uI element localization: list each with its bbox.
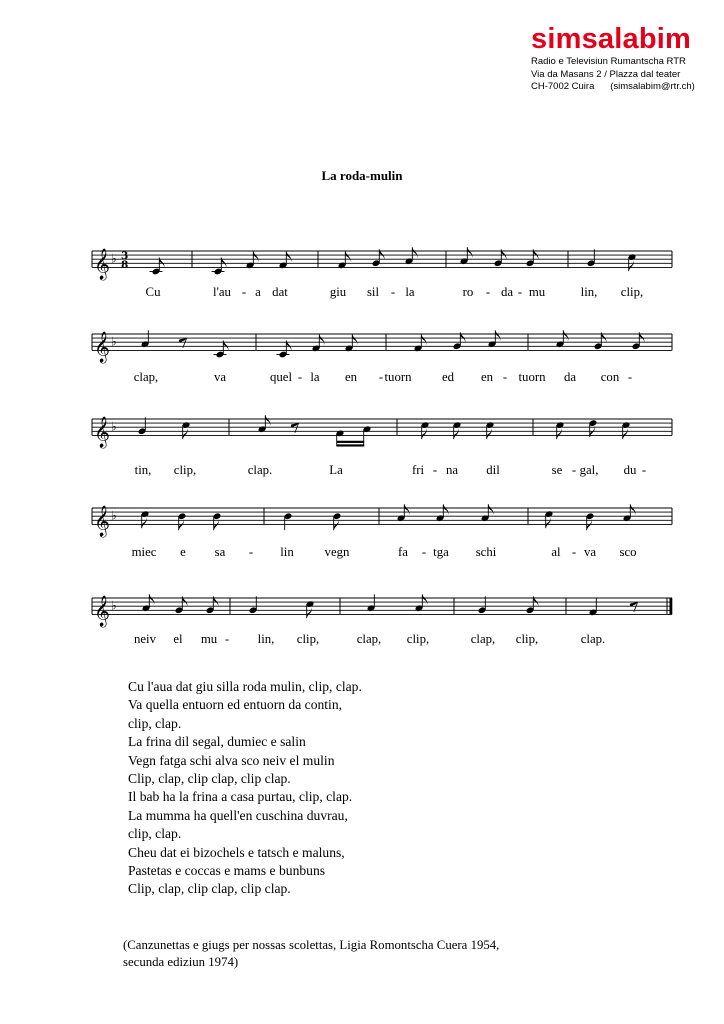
lyrics-line: Pastetas e coccas e mams e bunbuns <box>128 863 326 879</box>
lyric-syllable: a <box>255 285 261 299</box>
staff-system <box>92 594 672 646</box>
note <box>214 341 229 359</box>
note-flag <box>623 428 628 439</box>
note <box>246 251 259 269</box>
note <box>178 512 187 530</box>
flat-sign: ♭ <box>111 508 117 523</box>
note <box>453 332 466 350</box>
lyric-syllable: - <box>378 370 384 384</box>
note <box>284 512 293 530</box>
lyric-syllable: - <box>571 463 577 477</box>
note-flag <box>630 504 635 515</box>
note <box>453 421 462 439</box>
lyric-syllable: - <box>390 285 396 299</box>
address-line-2: Via da Masans 2 / Plazza dal teater <box>531 68 681 80</box>
note <box>372 249 385 267</box>
note <box>333 512 342 530</box>
lyric-syllable: ed <box>441 370 455 384</box>
note-flag <box>149 594 154 605</box>
lyric-syllable: clip, <box>173 463 197 477</box>
lyric-syllable: quel <box>269 370 293 384</box>
lyric-syllable: se <box>551 463 563 477</box>
note-beam <box>337 444 365 446</box>
lyric-syllable: dil <box>486 463 500 477</box>
note <box>182 421 191 439</box>
lyric-syllable: - <box>297 370 303 384</box>
lyric-syllable: - <box>641 463 647 477</box>
lyric-syllable: clip, <box>515 632 539 646</box>
note-flag <box>546 517 551 528</box>
flat-sign: ♭ <box>111 251 117 266</box>
lyric-syllable: - <box>224 632 230 646</box>
treble-clef-icon: 𝄞 <box>94 416 110 448</box>
note-flag <box>421 334 426 345</box>
lyric-syllable: mu <box>200 632 218 646</box>
note <box>526 249 539 267</box>
lyric-syllable: da <box>563 370 577 384</box>
note <box>142 594 155 612</box>
lyric-syllable: lin, <box>580 285 598 299</box>
note <box>345 334 358 352</box>
note-flag <box>563 330 568 341</box>
note-flag <box>307 607 312 618</box>
song-title: La roda-mulin <box>321 168 403 183</box>
treble-clef-icon: 𝄞 <box>94 505 110 537</box>
lyric-syllable: va <box>213 370 227 384</box>
flat-sign: ♭ <box>111 598 117 613</box>
lyric-syllable: clap, <box>470 632 496 646</box>
note <box>622 421 631 439</box>
note-flag <box>319 334 324 345</box>
lyric-syllable: sco <box>619 545 637 559</box>
note <box>138 417 147 435</box>
note <box>405 247 418 265</box>
lyric-syllable: neiv <box>133 632 157 646</box>
note <box>623 504 636 522</box>
note <box>277 341 292 359</box>
lyric-syllable: - <box>502 370 508 384</box>
lyric-syllable: con <box>600 370 620 384</box>
note <box>478 596 487 614</box>
note-flag <box>443 504 448 515</box>
note-flag <box>557 428 562 439</box>
note <box>460 247 473 265</box>
source-citation <box>123 937 499 971</box>
lyrics-verses <box>128 678 362 899</box>
lyric-syllable: clap, <box>133 370 159 384</box>
lyric-syllable: - <box>421 545 427 559</box>
lyrics-line: Vegn fatga schi alva sco neiv el mulin <box>128 752 335 768</box>
lyric-syllable: lin, <box>257 632 275 646</box>
note-flag <box>629 260 634 271</box>
lyric-syllable: e <box>180 545 186 559</box>
lyric-syllable: La <box>329 463 343 477</box>
treble-clef-icon: 𝄞 <box>94 248 110 280</box>
lyric-syllable: en <box>480 370 494 384</box>
final-barline <box>670 598 673 614</box>
lyrics-line: Il bab ha la frina a casa purtau, clip, clap. <box>128 789 353 805</box>
lyric-syllable: na <box>445 463 459 477</box>
lyric-syllable: dat <box>272 285 288 299</box>
note <box>212 258 227 276</box>
note-beam <box>337 441 365 443</box>
note <box>556 330 569 348</box>
lyric-syllable: clip, <box>296 632 320 646</box>
lyric-syllable: - <box>241 285 247 299</box>
lyric-syllable: en <box>344 370 358 384</box>
lyric-syllable: mu <box>528 285 546 299</box>
note <box>306 600 315 618</box>
note <box>481 504 494 522</box>
lyric-syllable: clap, <box>356 632 382 646</box>
note-flag <box>142 517 147 528</box>
note <box>279 251 292 269</box>
note <box>486 421 495 439</box>
lyric-syllable: clap. <box>247 463 273 477</box>
note-flag <box>183 428 188 439</box>
time-signature-top: 3 <box>121 250 129 262</box>
lyric-syllable: schi <box>475 545 497 559</box>
note-flag <box>265 415 270 426</box>
lyrics-line: clip, clap. <box>128 715 182 731</box>
note <box>150 258 165 276</box>
note <box>421 421 430 439</box>
note-flag <box>286 251 291 262</box>
note <box>213 512 222 530</box>
lyric-syllable: fri <box>411 463 425 477</box>
lyric-syllable: tga <box>433 545 449 559</box>
note <box>312 334 325 352</box>
lyrics-line: Va quella entuorn ed entuorn da contin, <box>128 697 343 713</box>
flat-sign: ♭ <box>111 334 117 349</box>
lyric-syllable: - <box>571 545 577 559</box>
lyrics-line: La mumma ha quell'en cuschina duvrau, <box>128 807 348 823</box>
lyric-syllable: Cu <box>145 285 161 299</box>
lyric-syllable: la <box>310 370 320 384</box>
note <box>397 504 410 522</box>
source-line: (Canzunettas e giugs per nossas scolettas, Ligia Romontscha Cuera 1954, <box>123 938 500 952</box>
lyric-syllable: la <box>405 285 415 299</box>
lyric-syllable: ro <box>462 285 474 299</box>
lyric-syllable: clip, <box>406 632 430 646</box>
lyric-syllable: - <box>627 370 633 384</box>
address-line-1: Radio e Televisiun Rumantscha RTR <box>531 56 686 67</box>
lyric-syllable: tuorn <box>384 370 412 384</box>
note <box>494 249 507 267</box>
lyrics-line: Clip, clap, clip clap, clip clap. <box>128 881 291 897</box>
lyric-syllable: l'au <box>213 285 231 299</box>
lyrics-line: La frina dil segal, dumiec e salin <box>128 734 306 750</box>
lyric-syllable: - <box>432 463 438 477</box>
note <box>258 415 271 433</box>
lyric-syllable: gal, <box>579 463 599 477</box>
lyric-syllable: miec <box>131 545 157 559</box>
note <box>589 419 598 437</box>
note-flag <box>422 594 427 605</box>
lyric-syllable: sil <box>366 285 380 299</box>
note-flag <box>487 428 492 439</box>
lyric-syllable: - <box>248 545 254 559</box>
lyric-syllable: giu <box>329 285 347 299</box>
address-line-3: CH-7002 Cuira (simsalabim@rtr.ch) <box>531 81 695 92</box>
note <box>338 251 351 269</box>
lyric-syllable: fa <box>398 545 408 559</box>
note-flag <box>422 428 427 439</box>
note <box>141 330 150 348</box>
lyric-syllable: el <box>173 632 183 646</box>
lyric-syllable: tuorn <box>518 370 546 384</box>
note <box>141 510 150 528</box>
note <box>414 334 427 352</box>
lyric-syllable: tin, <box>134 463 152 477</box>
staff-system <box>92 330 672 384</box>
note <box>175 596 188 614</box>
lyric-syllable: clip, <box>620 285 644 299</box>
note <box>586 512 595 530</box>
note <box>545 510 554 528</box>
lyric-syllable: du <box>623 463 637 477</box>
note-flag <box>404 504 409 515</box>
staff-system <box>92 415 672 477</box>
note-flag <box>495 330 500 341</box>
note <box>556 421 565 439</box>
note <box>436 504 449 522</box>
note <box>367 594 376 612</box>
note-flag <box>352 334 357 345</box>
note <box>632 332 645 350</box>
note <box>589 598 598 616</box>
note <box>594 332 607 350</box>
treble-clef-icon: 𝄞 <box>94 331 110 363</box>
staff-system <box>92 504 672 559</box>
lyric-syllable: va <box>583 545 597 559</box>
treble-clef-icon: 𝄞 <box>94 595 110 627</box>
flat-sign: ♭ <box>111 419 117 434</box>
note-flag <box>488 504 493 515</box>
note <box>206 596 219 614</box>
note-flag <box>412 247 417 258</box>
note <box>415 594 428 612</box>
lyrics-line: Cu l'aua dat giu silla roda mulin, clip, clap. <box>128 679 362 694</box>
note-flag <box>345 251 350 262</box>
note-flag <box>467 247 472 258</box>
lyric-syllable: - <box>517 285 523 299</box>
lyric-syllable: da <box>500 285 514 299</box>
lyric-syllable: al <box>551 545 561 559</box>
lyrics-line: Clip, clap, clip clap, clip clap. <box>128 771 291 787</box>
note <box>587 249 596 267</box>
time-signature-bottom: 8 <box>121 258 129 271</box>
lyrics-line: clip, clap. <box>128 826 182 842</box>
note <box>488 330 501 348</box>
note-flag <box>454 428 459 439</box>
lyric-syllable: vegn <box>324 545 350 559</box>
lyric-syllable: sa <box>214 545 226 559</box>
note <box>526 596 539 614</box>
simsalabim-logo: simsalabim <box>531 23 691 55</box>
lyric-syllable: clap. <box>580 632 606 646</box>
lyric-syllable: - <box>485 285 491 299</box>
staff-system <box>92 247 672 299</box>
note <box>628 253 637 271</box>
note-flag <box>253 251 258 262</box>
note <box>249 596 258 614</box>
lyrics-line: Cheu dat ei bizochels e tatsch e maluns, <box>128 844 345 860</box>
source-line: secunda ediziun 1974) <box>123 955 239 969</box>
lyric-syllable: lin <box>280 545 294 559</box>
